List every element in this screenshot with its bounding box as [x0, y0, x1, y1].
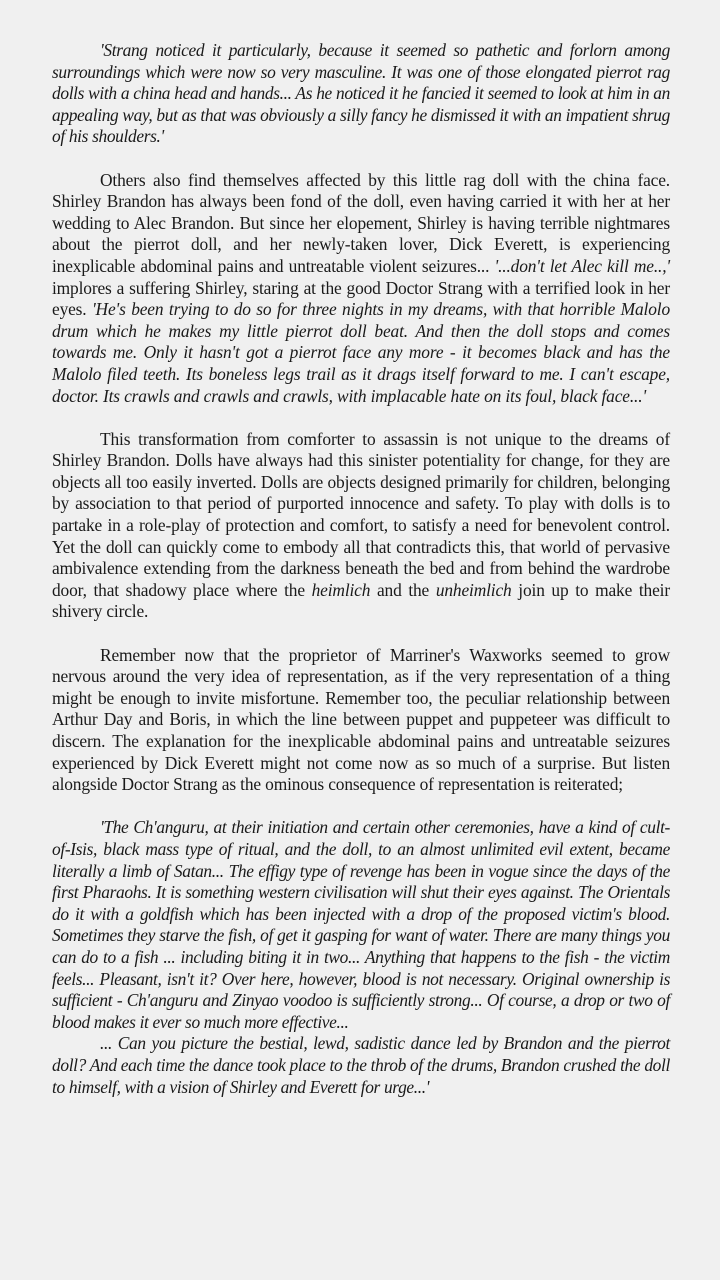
paragraph-gap — [52, 407, 670, 429]
body-paragraph-remember-now: Remember now that the proprietor of Marriner's Waxworks seemed to grow nervous around the very idea of representation, as if the very representation of a thing might be enough to invite misfortune. Remember too, the peculiar relationship between Arthur Day and Boris, in which the line between puppet and puppeteer was difficult to discern. The explanation for the inexplicable abdominal pains and untreatable seizures experienced by Dick Everett might not come now as so much of a surprise. But listen alongside Doctor Strang as the ominous consequence of representation is reiterated; — [52, 644, 670, 795]
paragraph-gap — [52, 796, 670, 818]
text-segment: implores a suffering Shirley, staring at the good Doctor Strang with a terrified look in her eyes. — [52, 277, 670, 320]
italic-term-unheimlich: unheimlich — [435, 579, 512, 600]
italic-term-heimlich: heimlich — [311, 579, 371, 600]
text-segment: Others also find themselves affected by this little rag doll with the china face. Shirley Brandon has always been fond of the doll, even having carried it with her at her wedding to Alec Brandon. But since her elopement, Shirley is having terrible nightmares about the pierrot doll, and her newly-taken lover, Dick Everett, is experiencing inexplicable abdominal pains and untreatable violent seizures... — [52, 169, 670, 276]
quote-paragraph-bestial-dance: ... Can you picture the bestial, lewd, sadistic dance led by Brandon and the pierrot doll? And each time the dance took place to the throb of the drums, Brandon crushed the doll to himself, with a vision of Shirley and Everett for urge...' — [52, 1033, 670, 1097]
body-paragraph-others-affected — [52, 170, 670, 408]
quote-paragraph-strang-noticed: 'Strang noticed it particularly, because it seemed so pathetic and forlorn among surroundings which were now so very masculine. It was one of those elongated pierrot rag dolls with a china head and hands... As he noticed it he fancied it seemed to look at him in an appealing way, but as that was obviously a silly fancy he dismissed it with an impatient shrug of his shoulders.' — [52, 40, 670, 147]
text-segment: This transformation from comforter to assassin is not unique to the dreams of Shirley Brandon. Dolls have always had this sinister potentiality for change, for they are objects all too easily inverted. Dolls are objects designed primarily for children, belonging by association to that period of purported innocence and safety. To play with dolls is to partake in a role-play of protection and comfort, to satisfy a need for benevolent control. Yet the doll can quickly come to embody all that contradicts this, that world of pervasive ambivalence extending from the darkness beneath the bed and from behind the wardrobe door, that shadowy place where the — [52, 428, 670, 600]
document-page — [52, 40, 670, 1098]
italic-quote-segment: 'He's been trying to do so for three nights in my dreams, with that horrible Malolo drum which he makes my little pierrot doll beat. And then the doll stops and comes towards me. Only it hasn't got a pierrot face any more - it becomes black and has the Malolo filed teeth. Its boneless legs trail as it drags itself forward to me. I can't escape, doctor. Its crawls and crawls and crawls, with implacable hate on its foul, black face...' — [52, 299, 671, 406]
paragraph-gap — [52, 623, 670, 645]
body-paragraph-transformation — [52, 429, 670, 623]
text-segment: join up to make their shivery circle. — [52, 579, 670, 622]
paragraph-gap — [52, 148, 670, 170]
italic-quote-segment: '...don't let Alec kill me..,' — [494, 255, 670, 276]
quote-paragraph-changuru: 'The Ch'anguru, at their initiation and certain other ceremonies, have a kind of cult-of-Isis, black mass type of ritual, and the doll, to an almost unlimited evil extent, became literally a limb of Satan... The effigy type of revenge has been in vogue since the days of the first Pharaohs. It is something western civilisation will shut their eyes against. The Orientals do it with a goldfish which has been injected with a drop of the proposed victim's blood. Sometimes they starve the fish, of get it gasping for want of water. There are many things you can do to a fish ... including biting it in two... Anything that happens to the fish - the victim feels... Pleasant, isn't it? Over here, however, blood is not necessary. Original ownership is sufficient - Ch'anguru and Zinyao voodoo is sufficiently strong... Of course, a drop or two of blood makes it ever so much more effective... — [52, 817, 670, 1032]
text-segment: and the — [370, 579, 436, 600]
